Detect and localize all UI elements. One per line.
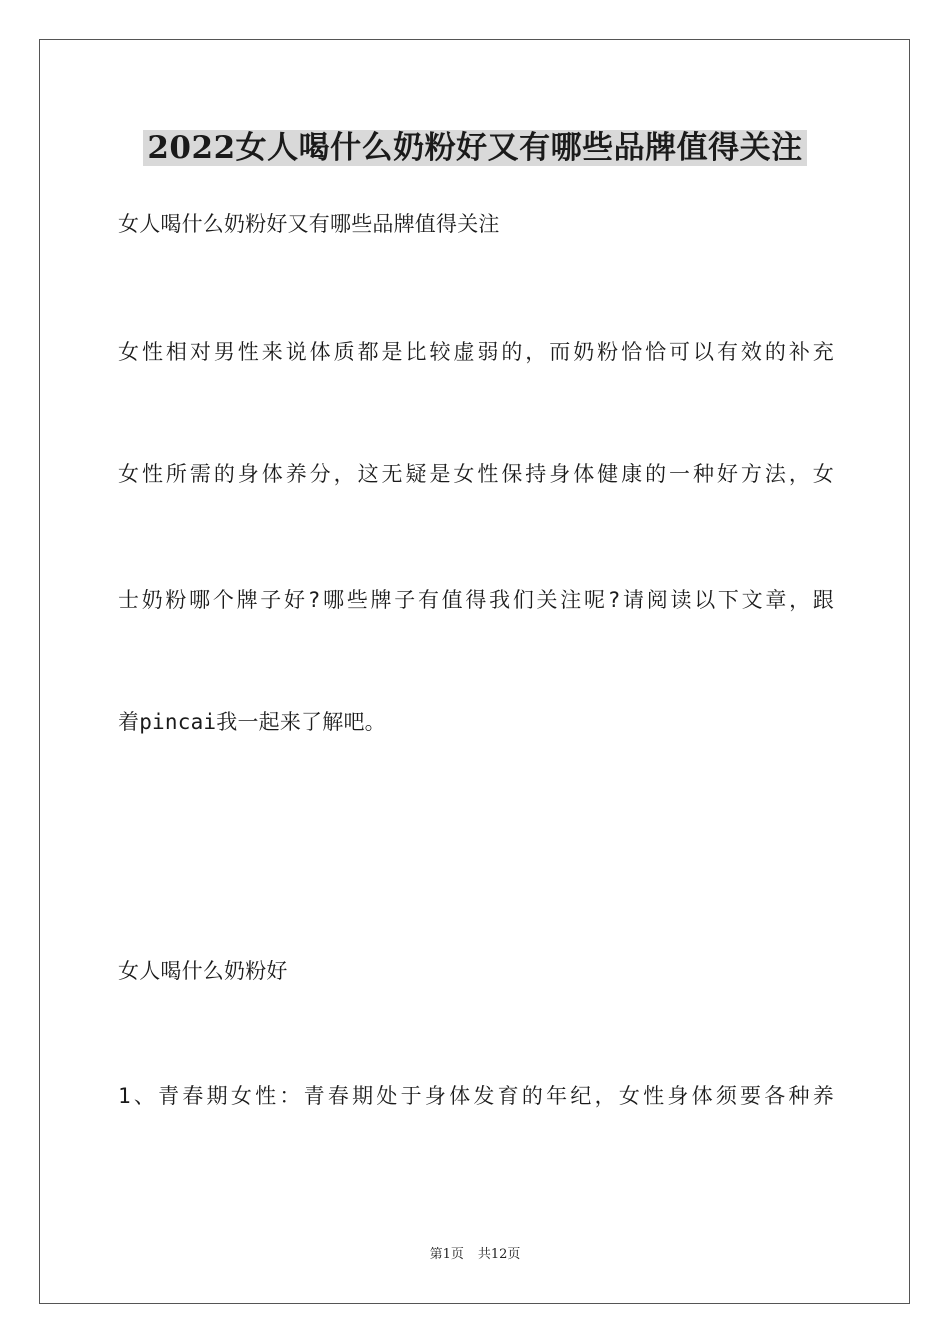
- page-footer: [0, 1246, 950, 1264]
- document-title: [0, 126, 950, 170]
- paragraph-line: 女性相对男性来说体质都是比较虚弱的，而奶粉恰恰可以有效的补充: [118, 340, 834, 364]
- paragraph-line: 女性所需的身体养分，这无疑是女性保持身体健康的一种好方法，女: [118, 462, 834, 486]
- section-heading: 女人喝什么奶粉好: [118, 959, 288, 983]
- paragraph-line: 士奶粉哪个牌子好?哪些牌子有值得我们关注呢?请阅读以下文章，跟: [118, 588, 834, 612]
- paragraph-line: 着pincai我一起来了解吧。: [118, 710, 386, 734]
- page-total: 共12页: [477, 1247, 521, 1262]
- subtitle-line: 女人喝什么奶粉好又有哪些品牌值得关注: [118, 212, 500, 236]
- paragraph-line: 1、青春期女性：青春期处于身体发育的年纪，女性身体须要各种养: [118, 1084, 834, 1108]
- document-title-text: 2022女人喝什么奶粉好又有哪些品牌值得关注: [143, 130, 806, 166]
- page-number: 第1页: [429, 1247, 464, 1262]
